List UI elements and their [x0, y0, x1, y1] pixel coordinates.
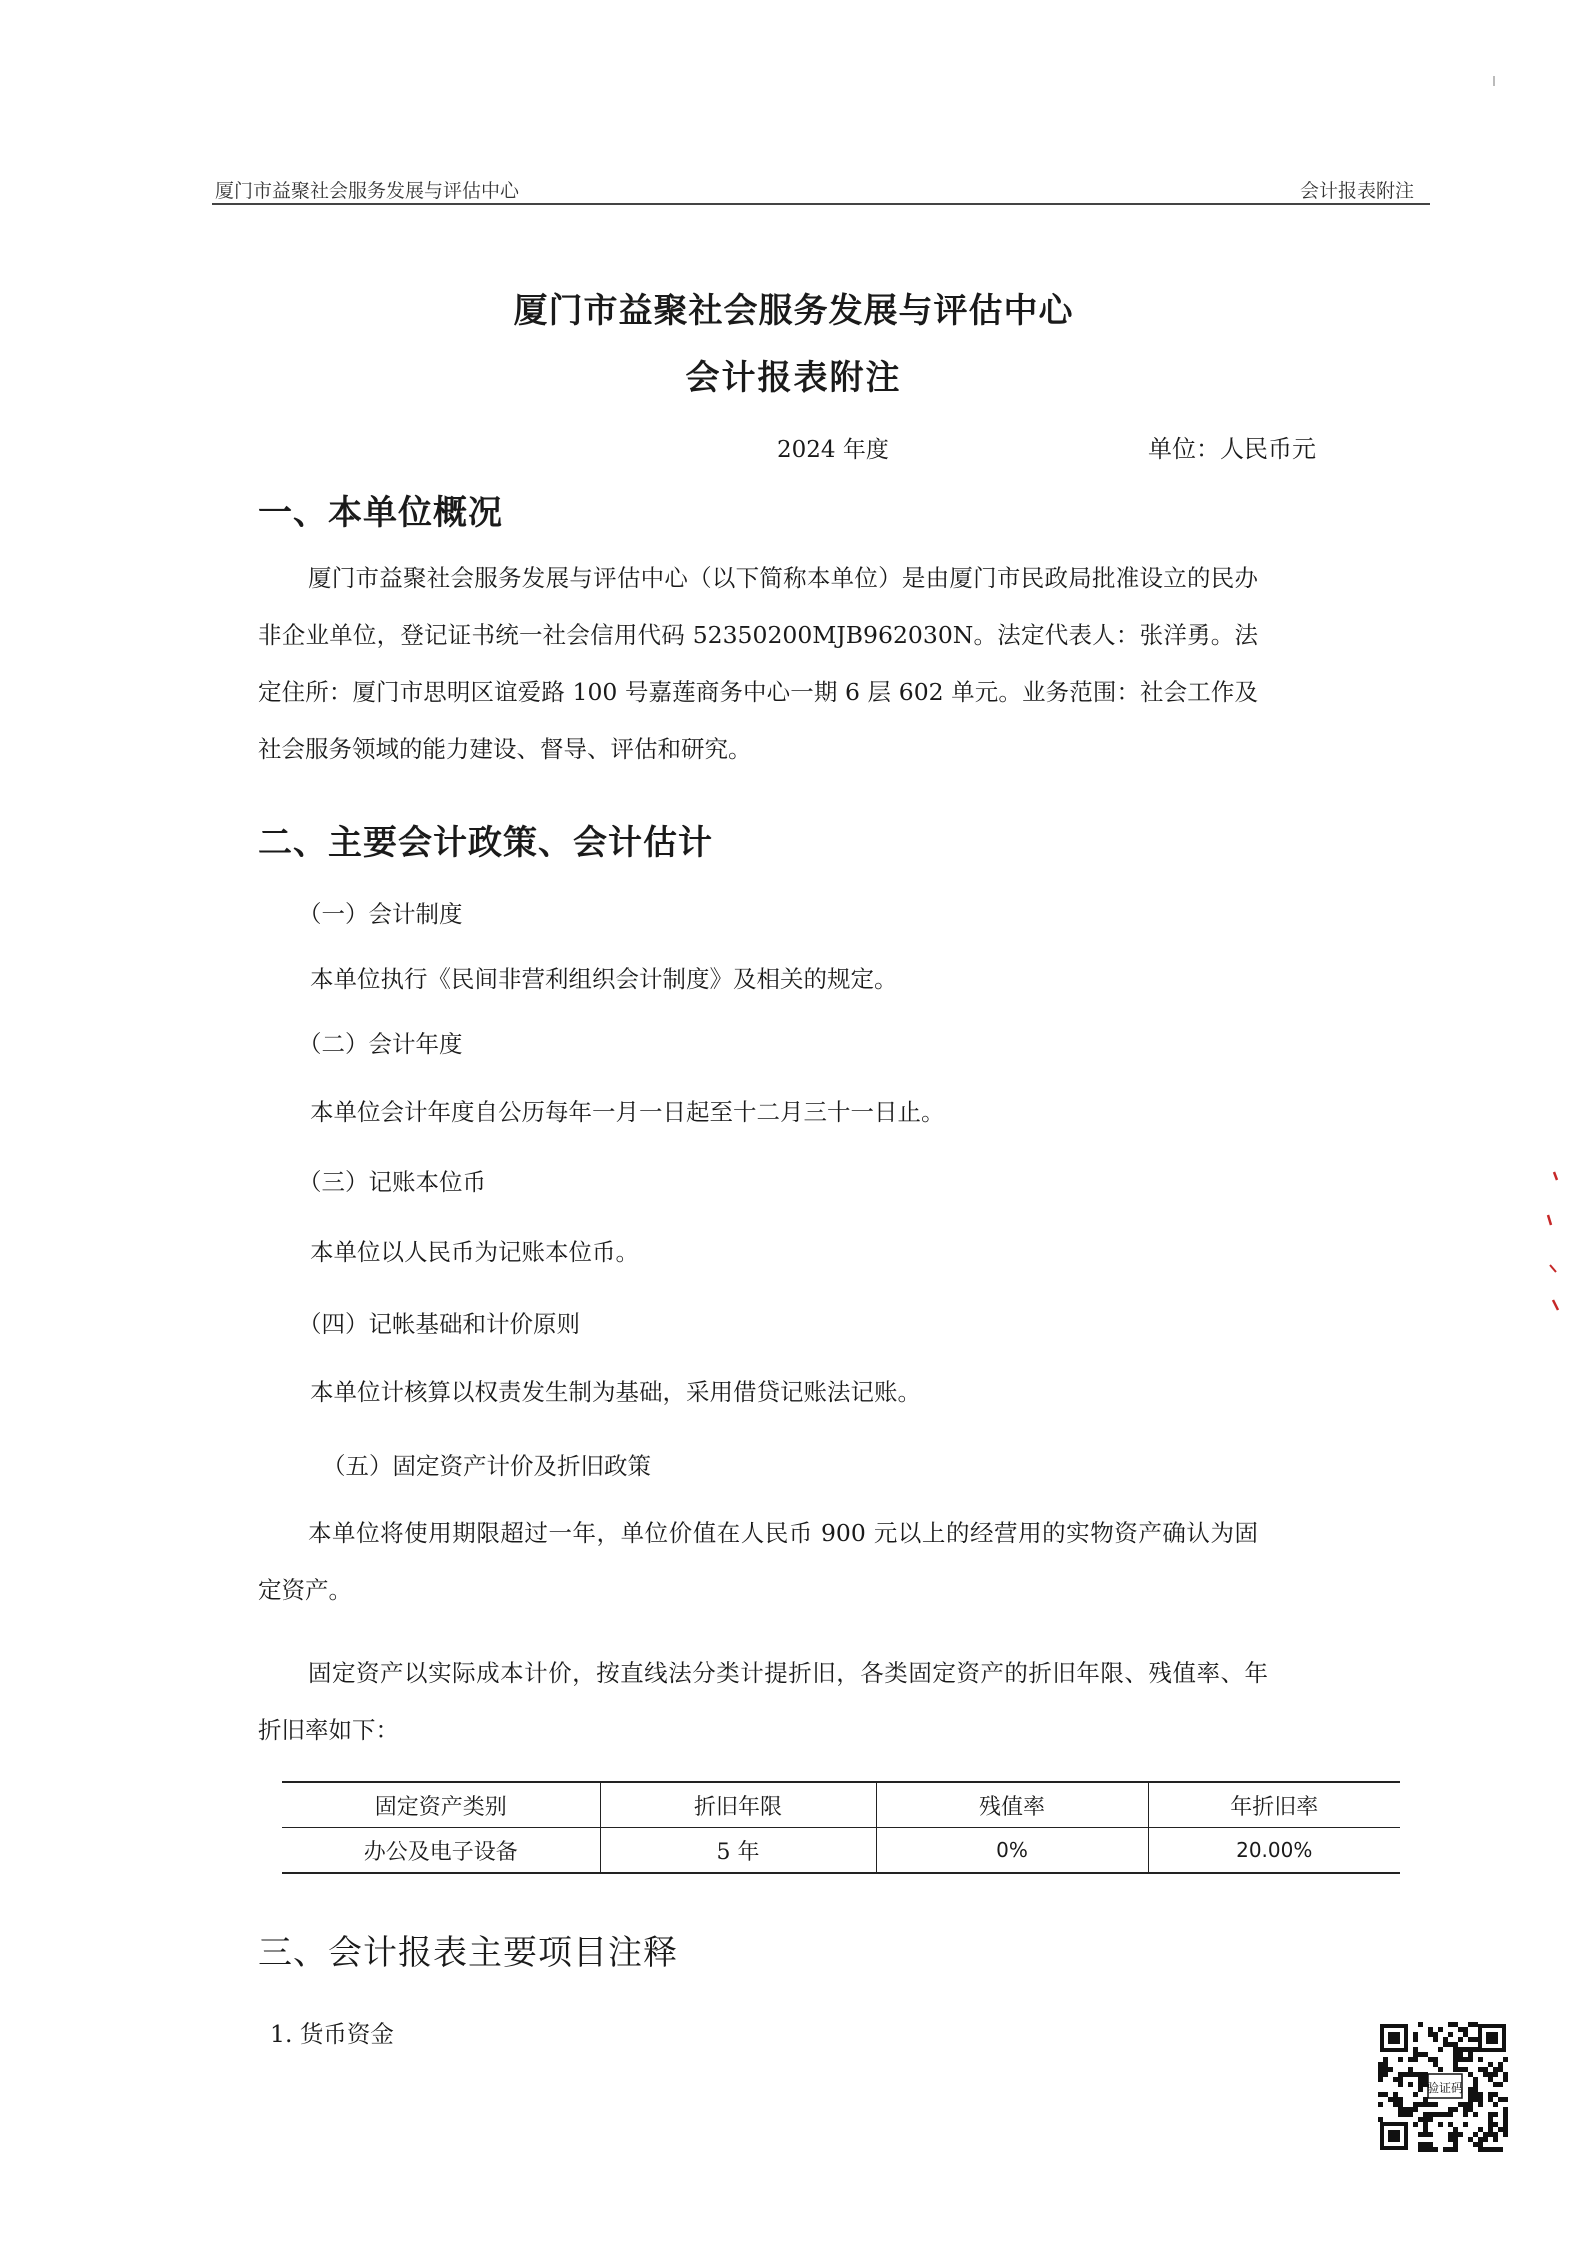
depreciation-paragraph: 固定资产以实际成本计价，按直线法分类计提折旧，各类固定资产的折旧年限、残值率、年折旧率如下： [258, 1659, 1268, 1744]
qr-module [1433, 2057, 1438, 2062]
qr-module [1493, 2132, 1498, 2137]
qr-module [1473, 2077, 1478, 2082]
table-cell: 5 年 [600, 1828, 876, 1874]
qr-module [1393, 2092, 1398, 2097]
table-header-cell: 残值率 [876, 1782, 1148, 1828]
qr-module [1488, 2127, 1493, 2132]
qr-module [1413, 2092, 1418, 2097]
qr-module [1428, 2132, 1433, 2137]
qr-module [1443, 2037, 1448, 2042]
qr-module [1428, 2027, 1433, 2032]
qr-module [1478, 2067, 1483, 2072]
qr-module [1488, 2132, 1493, 2137]
qr-module [1408, 2072, 1413, 2077]
qr-module [1503, 2122, 1508, 2127]
qr-module [1413, 2032, 1418, 2037]
qr-module [1488, 2077, 1493, 2082]
qr-module [1458, 2047, 1463, 2052]
qr-module [1383, 2072, 1388, 2077]
qr-module [1423, 2142, 1428, 2147]
qr-code [1378, 2022, 1508, 2152]
qr-module [1483, 2137, 1488, 2142]
qr-module [1463, 2067, 1468, 2072]
qr-module [1408, 2082, 1413, 2087]
fixed-asset-paragraph: 本单位将使用期限超过一年，单位价值在人民币 900 元以上的经营用的实物资产确认为固定资产。 [258, 1519, 1258, 1604]
qr-module [1423, 2127, 1428, 2132]
qr-module [1468, 2072, 1473, 2077]
qr-module [1478, 2137, 1483, 2142]
qr-module [1398, 2057, 1403, 2062]
qr-module [1418, 2087, 1423, 2092]
qr-module [1453, 2047, 1458, 2052]
qr-module [1418, 2142, 1423, 2147]
qr-module [1463, 2047, 1468, 2052]
qr-module [1438, 2122, 1443, 2127]
qr-module [1413, 2052, 1418, 2057]
qr-module [1478, 2057, 1483, 2062]
qr-module [1428, 2147, 1433, 2152]
qr-module [1428, 2112, 1433, 2117]
qr-module [1483, 2072, 1488, 2077]
qr-module [1468, 2047, 1473, 2052]
qr-module [1503, 2117, 1508, 2122]
qr-module [1433, 2147, 1438, 2152]
qr-module [1448, 2137, 1453, 2142]
table-header-cell: 固定资产类别 [282, 1782, 600, 1828]
qr-module [1453, 2107, 1458, 2112]
qr-module [1378, 2067, 1383, 2072]
section-1-heading: 一、本单位概况 [258, 493, 503, 533]
qr-module [1393, 2077, 1398, 2082]
qr-module [1488, 2117, 1493, 2122]
qr-module [1498, 2067, 1503, 2072]
qr-module [1418, 2102, 1423, 2107]
qr-module [1403, 2072, 1408, 2077]
qr-module [1418, 2052, 1423, 2057]
subsection-text: 本单位会计年度自公历每年一月一日起至十二月三十一日止。 [310, 1098, 945, 1126]
table-header-row [282, 1782, 1400, 1828]
qr-module [1378, 2092, 1383, 2097]
qr-module [1468, 2087, 1473, 2092]
qr-module [1488, 2112, 1493, 2117]
qr-module [1378, 2062, 1383, 2067]
qr-module [1453, 2137, 1458, 2142]
qr-module [1393, 2102, 1398, 2107]
qr-module [1473, 2037, 1478, 2042]
qr-module [1493, 2147, 1498, 2152]
table-cell: 办公及电子设备 [282, 1828, 600, 1874]
qr-module [1413, 2107, 1418, 2112]
qr-module [1463, 2112, 1468, 2117]
qr-module [1493, 2122, 1498, 2127]
qr-module [1488, 2122, 1493, 2127]
qr-module [1418, 2082, 1423, 2087]
qr-module [1498, 2147, 1503, 2152]
qr-module [1453, 2132, 1458, 2137]
qr-module [1418, 2077, 1423, 2082]
qr-module [1503, 2077, 1508, 2082]
document-title: 厦门市益聚社会服务发展与评估中心 [513, 291, 1074, 331]
qr-module [1483, 2067, 1488, 2072]
document-subtitle: 会计报表附注 [685, 358, 902, 398]
qr-module [1473, 2132, 1478, 2137]
qr-module [1453, 2062, 1458, 2067]
qr-module [1478, 2142, 1483, 2147]
section-2-heading: 二、主要会计政策、会计估计 [258, 823, 713, 863]
qr-module [1388, 2097, 1393, 2102]
qr-module [1468, 2057, 1473, 2062]
qr-module [1398, 2097, 1403, 2102]
qr-module [1378, 2077, 1383, 2082]
qr-module [1473, 2142, 1478, 2147]
subsection-title: （五）固定资产计价及折旧政策 [322, 1452, 651, 1480]
qr-module [1448, 2147, 1453, 2152]
qr-module [1413, 2122, 1418, 2127]
qr-module [1468, 2102, 1473, 2107]
qr-module [1428, 2102, 1433, 2107]
qr-module [1458, 2037, 1463, 2042]
qr-module [1453, 2052, 1458, 2057]
currency-unit: 单位：人民币元 [1148, 435, 1316, 463]
qr-module [1418, 2147, 1423, 2152]
qr-module [1478, 2127, 1483, 2132]
qr-module [1468, 2107, 1473, 2112]
qr-module [1473, 2087, 1478, 2092]
qr-module [1483, 2147, 1488, 2152]
qr-module [1423, 2132, 1428, 2137]
qr-module [1448, 2122, 1453, 2127]
qr-module [1398, 2102, 1403, 2107]
qr-module [1458, 2102, 1463, 2107]
qr-module [1498, 2097, 1503, 2102]
qr-module [1468, 2022, 1473, 2027]
qr-module [1458, 2057, 1463, 2062]
qr-module [1493, 2092, 1498, 2097]
qr-module [1433, 2037, 1438, 2042]
qr-module [1443, 2112, 1448, 2117]
qr-module [1503, 2127, 1508, 2132]
qr-module [1488, 2062, 1493, 2067]
qr-module [1468, 2037, 1473, 2042]
qr-module [1413, 2047, 1418, 2052]
qr-module [1383, 2057, 1388, 2062]
qr-module [1418, 2072, 1423, 2077]
qr-module [1473, 2082, 1478, 2087]
qr-module [1463, 2107, 1468, 2112]
qr-module [1478, 2092, 1483, 2097]
qr-module [1498, 2127, 1503, 2132]
qr-module [1478, 2102, 1483, 2107]
qr-module [1448, 2022, 1453, 2027]
qr-module [1473, 2112, 1478, 2117]
qr-module [1493, 2137, 1498, 2142]
qr-module [1413, 2102, 1418, 2107]
section-1-paragraph: 厦门市益聚社会服务发展与评估中心（以下简称本单位）是由厦门市民政局批准设立的民办非企业单位，登记证书统一社会信用代码 52350200MJB962030N。法定代表人：张洋勇。法定住所：厦门市思明区谊爱路 100 号嘉莲商务中心一期 6 层 602 单元。业务范围：社会工作及社会服务领域的能力建设、督导、评估和研究。 [258, 564, 1258, 763]
qr-module [1433, 2112, 1438, 2117]
qr-module [1418, 2117, 1423, 2122]
qr-module [1488, 2097, 1493, 2102]
qr-module [1493, 2102, 1498, 2107]
qr-module [1498, 2062, 1503, 2067]
qr-module [1433, 2102, 1438, 2107]
qr-module [1463, 2102, 1468, 2107]
qr-module [1413, 2072, 1418, 2077]
qr-module [1448, 2112, 1453, 2117]
qr-module [1398, 2107, 1403, 2112]
subsection-title: （四）记帐基础和计价原则 [298, 1310, 580, 1338]
qr-module [1403, 2112, 1408, 2117]
qr-module [1468, 2052, 1473, 2057]
qr-module [1478, 2147, 1483, 2152]
qr-module [1458, 2052, 1463, 2057]
section-3-first-item: 1. 货币资金 [270, 2020, 394, 2048]
qr-module [1473, 2097, 1478, 2102]
qr-module [1458, 2132, 1463, 2137]
qr-module [1393, 2097, 1398, 2102]
qr-module [1503, 2097, 1508, 2102]
qr-module [1503, 2132, 1508, 2137]
qr-module [1453, 2142, 1458, 2147]
qr-module [1453, 2057, 1458, 2062]
qr-module [1443, 2042, 1448, 2047]
qr-module [1488, 2092, 1493, 2097]
qr-module [1473, 2022, 1478, 2027]
subsection-text: 本单位以人民币为记账本位币。 [310, 1238, 639, 1266]
qr-module [1428, 2032, 1433, 2037]
qr-module [1423, 2112, 1428, 2117]
qr-module [1413, 2057, 1418, 2062]
qr-module [1423, 2052, 1428, 2057]
qr-module [1453, 2127, 1458, 2132]
qr-module [1463, 2032, 1468, 2037]
qr-module [1463, 2027, 1468, 2032]
qr-module [1398, 2077, 1403, 2082]
qr-module [1473, 2092, 1478, 2097]
qr-module [1448, 2042, 1453, 2047]
qr-module [1408, 2067, 1413, 2072]
qr-module [1438, 2067, 1443, 2072]
qr-module [1488, 2072, 1493, 2077]
qr-module [1398, 2112, 1403, 2117]
qr-module [1438, 2112, 1443, 2117]
table-header-cell: 折旧年限 [600, 1782, 876, 1828]
qr-module [1408, 2057, 1413, 2062]
table-cell: 0% [876, 1828, 1148, 1874]
running-header-right: 会计报表附注 [1300, 180, 1415, 202]
subsection-title: （三）记账本位币 [298, 1168, 486, 1196]
running-header-left: 厦门市益聚社会服务发展与评估中心 [215, 180, 520, 202]
qr-module [1458, 2067, 1463, 2072]
qr-module [1383, 2062, 1388, 2067]
qr-module [1378, 2072, 1383, 2077]
qr-module [1503, 2057, 1508, 2062]
qr-module [1458, 2027, 1463, 2032]
qr-module [1468, 2097, 1473, 2102]
subsection-text: 本单位执行《民间非营利组织会计制度》及相关的规定。 [310, 965, 898, 993]
qr-module [1408, 2112, 1413, 2117]
red-stamp-fragment [1536, 1170, 1566, 1320]
qr-module [1493, 2067, 1498, 2072]
qr-module [1428, 2057, 1433, 2062]
qr-module [1478, 2097, 1483, 2102]
qr-module [1463, 2122, 1468, 2127]
qr-module [1418, 2132, 1423, 2137]
qr-module [1433, 2062, 1438, 2067]
table-header-cell: 年折旧率 [1148, 1782, 1400, 1828]
qr-module [1403, 2107, 1408, 2112]
scan-mark [1493, 76, 1495, 86]
qr-module [1448, 2032, 1453, 2037]
table-cell: 20.00% [1148, 1828, 1400, 1874]
table-row [282, 1828, 1400, 1874]
qr-module [1423, 2122, 1428, 2127]
qr-module [1443, 2147, 1448, 2152]
qr-module [1438, 2027, 1443, 2032]
subsection-title: （一）会计制度 [298, 900, 463, 928]
qr-module [1503, 2072, 1508, 2077]
section-3-heading: 三、会计报表主要项目注释 [258, 1933, 678, 1973]
qr-module [1498, 2082, 1503, 2087]
qr-module [1383, 2067, 1388, 2072]
qr-caption: 验证码 [1426, 2081, 1464, 2095]
qr-module [1423, 2147, 1428, 2152]
qr-module [1453, 2067, 1458, 2072]
qr-module [1428, 2117, 1433, 2122]
qr-module [1453, 2042, 1458, 2047]
subsection-text: 本单位计核算以权责发生制为基础，采用借贷记账法记账。 [310, 1378, 921, 1406]
qr-module [1493, 2072, 1498, 2077]
subsection-title: （二）会计年度 [298, 1030, 463, 1058]
qr-module [1433, 2032, 1438, 2037]
qr-module [1493, 2112, 1498, 2117]
qr-module [1468, 2137, 1473, 2142]
qr-module [1468, 2092, 1473, 2097]
qr-module [1378, 2117, 1383, 2122]
qr-module [1408, 2107, 1413, 2112]
qr-module [1398, 2082, 1403, 2087]
qr-module [1493, 2082, 1498, 2087]
qr-module [1423, 2102, 1428, 2107]
qr-module [1488, 2147, 1493, 2152]
qr-module [1378, 2102, 1383, 2107]
qr-module [1383, 2092, 1388, 2097]
qr-module [1413, 2037, 1418, 2042]
depreciation-table [282, 1781, 1400, 1874]
qr-module [1438, 2047, 1443, 2052]
qr-module [1503, 2112, 1508, 2117]
fiscal-year: 2024 年度 [777, 437, 889, 463]
qr-module [1453, 2022, 1458, 2027]
qr-module [1503, 2107, 1508, 2112]
qr-module [1448, 2107, 1453, 2112]
qr-module [1423, 2117, 1428, 2122]
qr-module [1473, 2047, 1478, 2052]
qr-module [1453, 2147, 1458, 2152]
qr-module [1428, 2142, 1433, 2147]
qr-module [1448, 2132, 1453, 2137]
header-rule [212, 203, 1430, 205]
qr-module [1388, 2067, 1393, 2072]
qr-module [1483, 2132, 1488, 2137]
qr-module [1418, 2022, 1423, 2027]
qr-module [1463, 2057, 1468, 2062]
qr-module [1398, 2072, 1403, 2077]
